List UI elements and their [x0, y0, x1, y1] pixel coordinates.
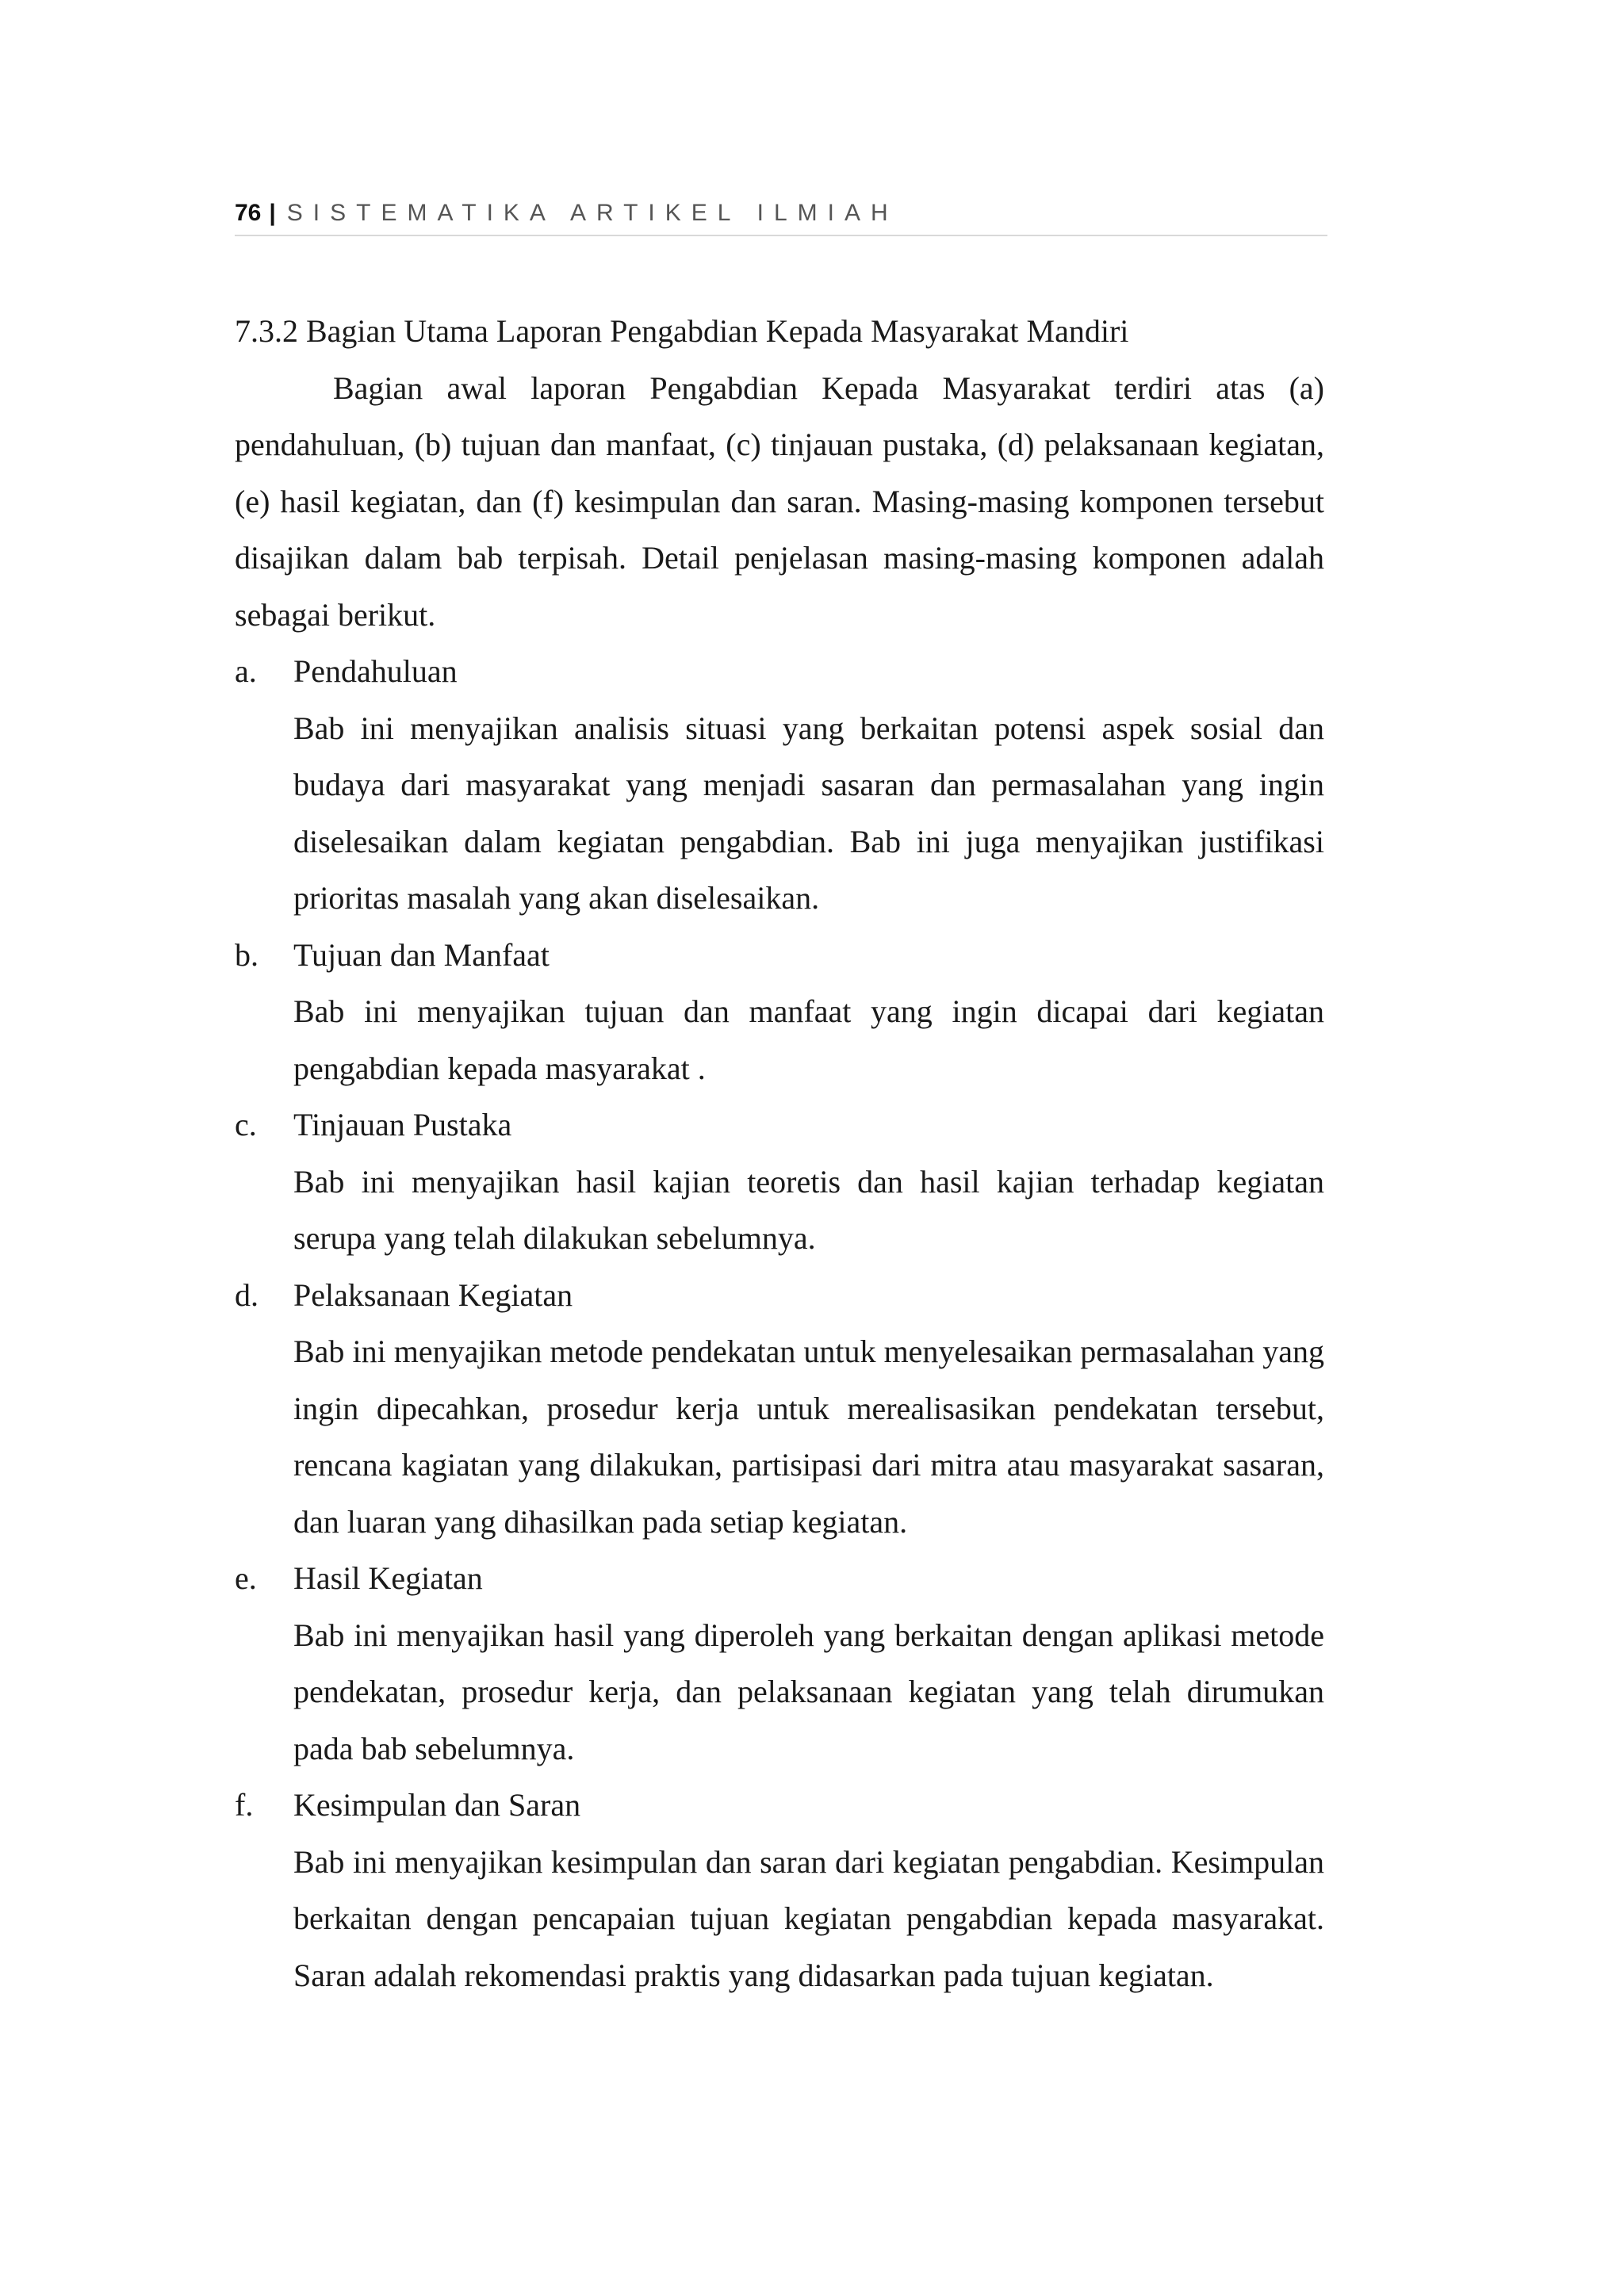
component-list	[235, 643, 1324, 2003]
list-item-body: Bab ini menyajikan metode pendekatan untuk menyelesaikan permasalahan yang ingin dipecahkan, prosedur kerja untuk merealisasikan pendekatan tersebut, rencana kagiatan yang dilakukan, partisipasi dari mitra atau masyarakat sasaran, dan luaran yang dihasilkan pada setiap kegiatan.	[293, 1334, 1324, 1540]
list-item-letter: e.	[235, 1560, 257, 1596]
list-item-title: Kesimpulan dan Saran	[293, 1787, 581, 1823]
list-item-title: Tujuan dan Manfaat	[293, 936, 550, 973]
list-item-body: Bab ini menyajikan analisis situasi yang berkaitan potensi aspek sosial dan budaya dari masyarakat yang menjadi sasaran dan permasalahan yang ingin diselesaikan dalam kegiatan pengabdian. Bab ini juga menyajikan justifikasi prioritas masalah yang akan diselesaikan.	[293, 710, 1324, 916]
list-item-letter: b.	[235, 936, 259, 973]
intro-paragraph: Bagian awal laporan Pengabdian Kepada Masyarakat terdiri atas (a) pendahuluan, (b) tujuan dan manfaat, (c) tinjauan pustaka, (d) pelaksanaan kegiatan, (e) hasil kegiatan, dan (f) kesimpulan dan saran. Masing-masing komponen tersebut disajikan dalam bab terpisah. Detail penjelasan masing-masing komponen adalah sebagai berikut.	[235, 369, 1324, 633]
list-item-tujuan-manfaat	[235, 927, 1324, 1097]
header-separator: |	[269, 200, 276, 226]
list-item-body: Bab ini menyajikan tujuan dan manfaat yang ingin dicapai dari kegiatan pengabdian kepada masyarakat .	[293, 993, 1324, 1086]
list-item-tinjauan-pustaka	[235, 1096, 1324, 1267]
page-number: 76	[235, 200, 262, 226]
list-item-body: Bab ini menyajikan kesimpulan dan saran dari kegiatan pengabdian. Kesimpulan berkaitan dengan pencapaian tujuan kegiatan pengabdian kepada masyarakat. Saran adalah rekomendasi praktis yang didasarkan pada tujuan kegiatan.	[293, 1843, 1324, 1993]
page-content	[235, 303, 1324, 2003]
list-item-pelaksanaan-kegiatan	[235, 1267, 1324, 1551]
section-heading: 7.3.2 Bagian Utama Laporan Pengabdian Kepada Masyarakat Mandiri	[235, 313, 1129, 349]
list-item-title: Pelaksanaan Kegiatan	[293, 1276, 573, 1313]
running-header	[235, 195, 1327, 236]
list-item-title: Tinjauan Pustaka	[293, 1107, 512, 1142]
list-item-title: Hasil Kegiatan	[293, 1560, 483, 1596]
list-item-letter: a.	[235, 653, 257, 689]
list-item-letter: c.	[235, 1107, 257, 1142]
list-item-letter: d.	[235, 1276, 259, 1313]
list-item-pendahuluan	[235, 643, 1324, 927]
list-item-kesimpulan-saran	[235, 1777, 1324, 2003]
list-item-body: Bab ini menyajikan hasil kajian teoretis dan hasil kajian terhadap kegiatan serupa yang telah dilakukan sebelumnya.	[293, 1163, 1324, 1256]
list-item-letter: f.	[235, 1787, 254, 1823]
list-item-body: Bab ini menyajikan hasil yang diperoleh yang berkaitan dengan aplikasi metode pendekatan, prosedur kerja, dan pelaksanaan kegiatan yang telah dirumukan pada bab sebelumnya.	[293, 1617, 1324, 1766]
running-title: SISTEMATIKA ARTIKEL ILMIAH	[286, 200, 898, 226]
list-item-title: Pendahuluan	[293, 653, 458, 689]
list-item-hasil-kegiatan	[235, 1550, 1324, 1777]
